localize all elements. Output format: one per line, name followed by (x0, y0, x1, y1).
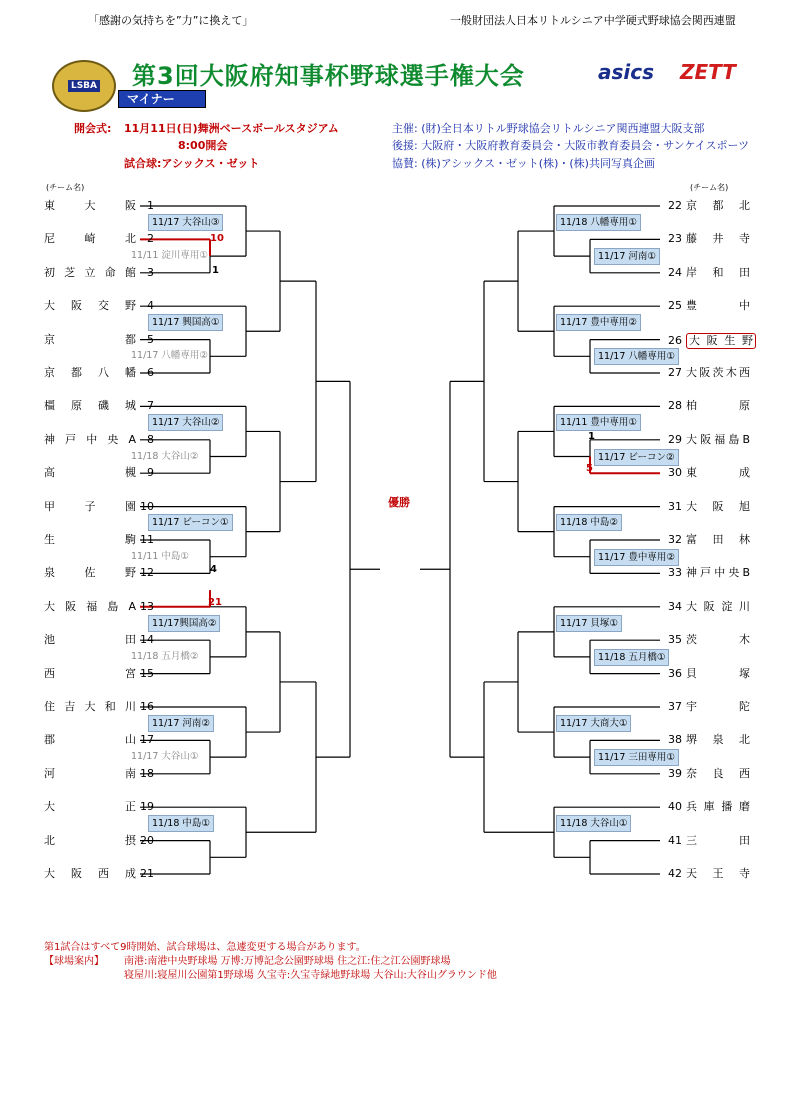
team-name: 神戸中央A (44, 432, 136, 446)
team-entry (666, 700, 750, 714)
team-name: 神戸中央B (686, 566, 750, 580)
team-name: 大阪茨木西 (686, 366, 750, 379)
team-name: 泉佐野 (44, 566, 136, 580)
team-number: 26 (668, 333, 682, 347)
team-number: 17 (140, 733, 154, 747)
team-entry (44, 433, 154, 447)
team-number: 11 (140, 533, 154, 546)
team-number: 9 (147, 466, 154, 480)
team-number: 21 (140, 867, 154, 880)
team-number: 41 (668, 833, 682, 847)
team-name: 初芝立命館 (44, 265, 136, 279)
team-number: 40 (668, 800, 682, 814)
host-info: 主催: (財)全日本リトル野球協会リトルシニア関西連盟大阪支部 (392, 122, 705, 135)
team-number: 30 (668, 466, 682, 480)
team-entry (44, 700, 154, 714)
team-number: 2 (147, 232, 154, 246)
asics-logo: asics (598, 60, 655, 84)
team-name: 甲子園 (44, 499, 136, 513)
match-schedule: 11/17 三田専用① (594, 749, 679, 766)
team-number: 20 (140, 833, 154, 847)
team-entry (666, 733, 750, 747)
footer-note: 第1試合はすべて9時開始、試合球場は、急遽変更する場合があります。 (44, 942, 366, 953)
team-number: 27 (668, 366, 682, 379)
match-schedule: 11/17 大谷山③ (148, 214, 223, 231)
team-entry (44, 767, 154, 781)
team-name: 大阪淀川 (686, 599, 750, 613)
team-entry (666, 867, 750, 881)
team-entry (666, 533, 750, 547)
team-number: 19 (140, 800, 154, 814)
team-name: 豊中 (686, 299, 750, 313)
team-name: 京都八幡 (44, 366, 136, 379)
team-entry (666, 299, 750, 313)
organization-name: 一般財団法人日本リトルシニア中学硬式野球協会関西連盟 (450, 14, 736, 27)
match-schedule: 11/18 中島② (556, 514, 622, 531)
team-entry (44, 600, 154, 614)
match-schedule: 11/17 八幡専用① (594, 348, 679, 365)
match-schedule: 11/17 貝塚① (556, 615, 622, 632)
team-entry (666, 433, 750, 447)
team-entry (44, 667, 154, 681)
team-number: 7 (147, 399, 154, 413)
team-name: 北摂 (44, 833, 136, 847)
team-name: 三田 (686, 833, 750, 847)
team-entry (666, 366, 750, 380)
match-schedule: 11/17 河南① (594, 248, 660, 265)
match-schedule: 11/11 中島① (131, 550, 189, 562)
team-entry (666, 333, 756, 347)
team-number: 10 (140, 499, 154, 513)
team-number: 36 (668, 666, 682, 680)
team-entry (44, 800, 154, 814)
team-entry (666, 199, 750, 213)
team-name: 京都 (44, 332, 136, 346)
team-entry (666, 633, 750, 647)
team-name: 高槻 (44, 466, 136, 480)
opening-value: 11月11日(日)舞洲ベースボールスタジアム (124, 122, 339, 135)
team-entry (44, 533, 154, 547)
team-name: 西宮 (44, 666, 136, 680)
team-name: 郡山 (44, 733, 136, 747)
opening-time: 8:00開会 (178, 139, 228, 152)
team-name: 河南 (44, 766, 136, 780)
score-game1-winner: 10 (210, 233, 224, 244)
team-entry (44, 399, 154, 413)
team-entry (44, 366, 154, 380)
team-entry (666, 667, 750, 681)
team-entry (44, 633, 154, 647)
team-entry (666, 232, 750, 246)
team-entry (666, 566, 750, 580)
team-number: 18 (140, 766, 154, 780)
team-name: 兵庫播磨 (686, 800, 750, 814)
team-number: 31 (668, 499, 682, 513)
team-entry (666, 834, 750, 848)
team-entry (666, 399, 750, 413)
team-name: 岸和田 (686, 265, 750, 279)
team-entry (44, 566, 154, 580)
team-column-header-right: (チーム名) (690, 183, 729, 192)
score-game3-winner: 5 (586, 463, 593, 474)
team-name: 堺泉北 (686, 733, 750, 747)
team-entry (666, 767, 750, 781)
team-number: 6 (147, 366, 154, 379)
team-name: 貝塚 (686, 666, 750, 680)
team-number: 12 (140, 566, 154, 580)
team-number: 29 (668, 432, 682, 446)
team-number: 23 (668, 232, 682, 246)
team-entry (666, 466, 750, 480)
match-schedule: 11/17 ビーコン② (594, 449, 679, 466)
team-entry (44, 466, 154, 480)
match-schedule: 11/17 豊中専用② (556, 314, 641, 331)
team-number: 13 (140, 599, 154, 613)
team-entry (666, 500, 750, 514)
team-number: 14 (140, 633, 154, 647)
team-entry (44, 834, 154, 848)
team-number: 4 (147, 299, 154, 313)
team-number: 3 (147, 265, 154, 279)
match-schedule: 11/17 興国高① (148, 314, 223, 331)
team-name: 京都北 (686, 199, 750, 212)
team-name: 大阪生野 (686, 333, 756, 349)
match-schedule: 11/18 五月橋② (131, 650, 199, 662)
team-entry (44, 266, 154, 280)
team-number: 33 (668, 566, 682, 580)
team-name: 富田林 (686, 533, 750, 546)
team-number: 28 (668, 399, 682, 413)
sponsor-info: 協賛: (株)アシックス・ゼット(株)・(株)共同写真企画 (392, 157, 655, 170)
score-game3-loser: 1 (588, 431, 595, 442)
team-name: 茨木 (686, 633, 750, 647)
team-entry (44, 232, 154, 246)
support-info: 後援: 大阪府・大阪府教育委員会・大阪市教育委員会・サンケイスポーツ (392, 139, 750, 152)
team-name: 奈良西 (686, 766, 750, 780)
team-number: 8 (147, 432, 154, 446)
team-name: 尼崎北 (44, 232, 136, 246)
slogan: 「感謝の気持ちを”力”に換えて」 (88, 14, 254, 27)
venue-label: 【球場案内】 (44, 956, 104, 967)
team-entry (44, 199, 154, 213)
match-schedule: 11/17興国高② (148, 615, 220, 632)
match-schedule: 11/17 豊中専用② (594, 549, 679, 566)
champion-label: 優勝 (388, 496, 410, 509)
team-column-header-left: (チーム名) (46, 183, 85, 192)
team-name: 宇陀 (686, 700, 750, 713)
match-schedule: 11/18 大谷山① (556, 815, 631, 832)
team-name: 大阪福島A (44, 599, 136, 613)
team-name: 大阪福島B (686, 432, 750, 446)
team-name: 住吉大和川 (44, 700, 136, 713)
official-ball: 試合球:アシックス・ゼット (124, 157, 260, 170)
team-name: 藤井寺 (686, 232, 750, 246)
team-number: 32 (668, 533, 682, 546)
match-schedule: 11/17 大商大① (556, 715, 631, 732)
page-title: 第3回大阪府知事杯野球選手権大会 (132, 62, 525, 90)
team-number: 16 (140, 700, 154, 713)
team-entry (44, 867, 154, 881)
team-entry (666, 266, 750, 280)
venue-line-1: 南港:南港中央野球場 万博:万博記念公園野球場 住之江:住之江公園野球場 (124, 956, 451, 967)
match-schedule: 11/18 中島① (148, 815, 214, 832)
match-schedule: 11/18 五月橋① (594, 649, 669, 666)
team-name: 大阪交野 (44, 299, 136, 313)
team-name: 生駒 (44, 533, 136, 546)
team-name: 大正 (44, 800, 136, 814)
team-entry (44, 500, 154, 514)
division-badge: マイナー (118, 90, 206, 108)
score-game2-winner: 21 (208, 597, 222, 608)
team-number: 39 (668, 766, 682, 780)
match-schedule: 11/18 大谷山② (131, 450, 199, 462)
team-name: 東大阪 (44, 199, 136, 212)
score-game1-loser: 1 (212, 265, 219, 276)
match-schedule: 11/17 大谷山① (131, 751, 199, 763)
team-name: 東成 (686, 466, 750, 480)
team-number: 24 (668, 265, 682, 279)
team-entry (666, 600, 750, 614)
team-number: 37 (668, 700, 682, 713)
zett-logo: ZETT (680, 60, 736, 84)
team-entry (44, 299, 154, 313)
league-logo-text: LSBA (68, 80, 100, 92)
team-name: 池田 (44, 633, 136, 647)
team-number: 22 (668, 199, 682, 212)
match-schedule: 11/17 大谷山② (148, 414, 223, 431)
team-entry (44, 333, 154, 347)
match-schedule: 11/11 淀川専用① (131, 250, 208, 262)
team-entry (44, 733, 154, 747)
venue-line-2: 寝屋川:寝屋川公園第1野球場 久宝寺:久宝寺緑地野球場 大谷山:大谷山グラウンド他 (124, 970, 497, 981)
team-number: 35 (668, 633, 682, 647)
score-game2-loser: 4 (210, 564, 217, 575)
opening-label: 開会式: (74, 122, 112, 135)
team-name: 橿原磯城 (44, 399, 136, 413)
team-name: 柏原 (686, 399, 750, 413)
team-name: 大阪旭 (686, 499, 750, 513)
match-schedule: 11/17 八幡専用② (131, 350, 208, 362)
team-name: 天王寺 (686, 867, 750, 880)
match-schedule: 11/17 河南② (148, 715, 214, 732)
team-number: 5 (147, 332, 154, 346)
team-entry (666, 800, 750, 814)
team-number: 42 (668, 867, 682, 880)
team-name: 大阪西成 (44, 867, 136, 880)
team-number: 38 (668, 733, 682, 747)
match-schedule: 11/18 八幡専用① (556, 214, 641, 231)
team-number: 34 (668, 599, 682, 613)
team-number: 1 (147, 199, 154, 212)
team-number: 15 (140, 666, 154, 680)
team-number: 25 (668, 299, 682, 313)
match-schedule: 11/17 ビーコン① (148, 514, 233, 531)
match-schedule: 11/11 豊中専用① (556, 414, 641, 431)
